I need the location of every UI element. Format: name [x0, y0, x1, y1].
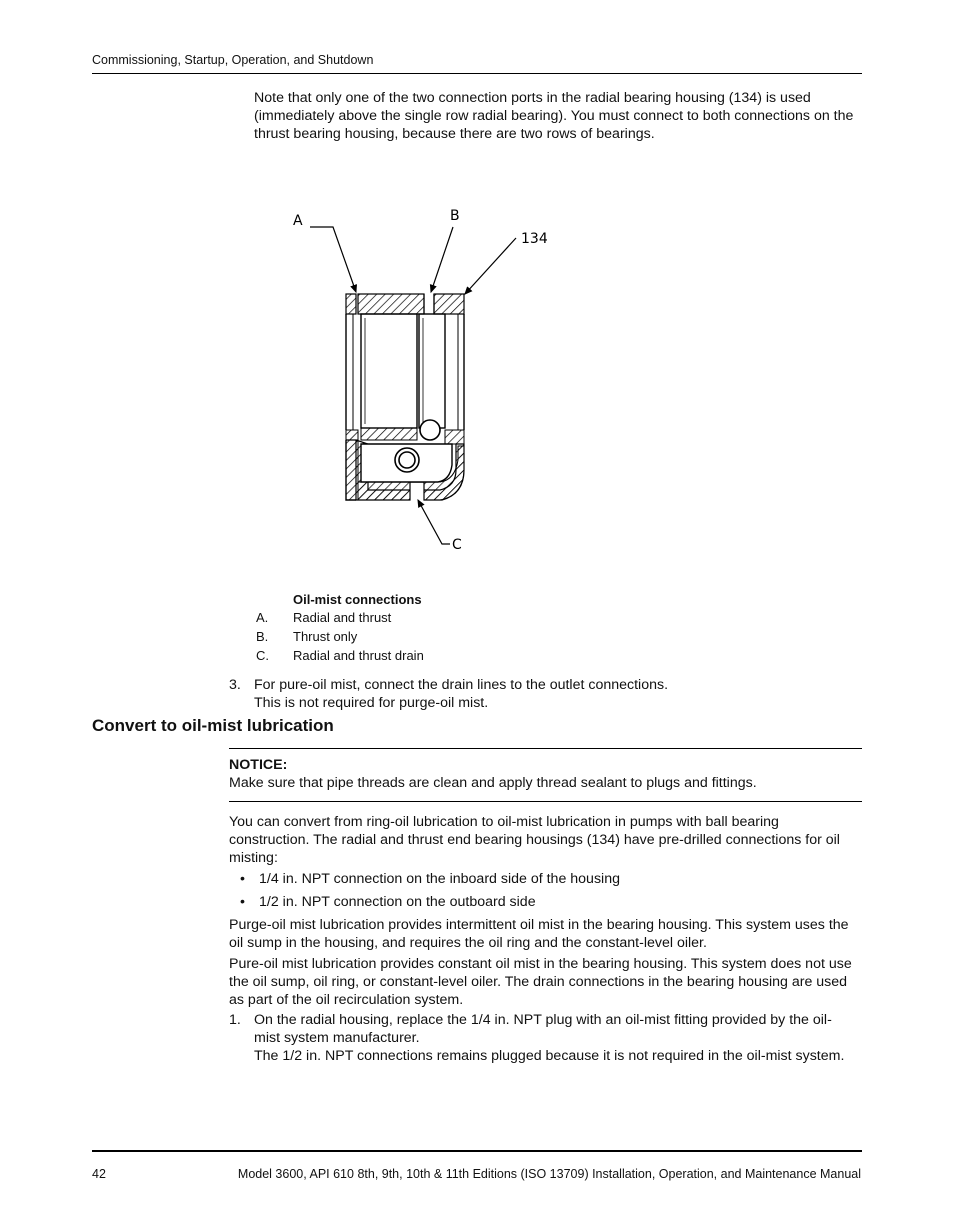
- leader-a: [310, 227, 356, 292]
- step3-number: 3.: [229, 677, 241, 693]
- label-a: A: [293, 213, 303, 229]
- leader-134: [465, 238, 516, 294]
- bearing-race-left: [361, 314, 417, 428]
- oil-ring-circle: [420, 420, 440, 440]
- step1-number: 1.: [229, 1012, 241, 1028]
- bullet-dot: •: [240, 871, 245, 887]
- running-header: Commissioning, Startup, Operation, and Shutdown: [92, 53, 374, 67]
- step1-note: The 1/2 in. NPT connections remains plugged because it is not required in the oil-mist system.: [254, 1048, 845, 1064]
- bullet-text: 1/2 in. NPT connection on the outboard side: [259, 894, 536, 910]
- convert-paragraph: You can convert from ring-oil lubrication to oil-mist lubrication in pumps with ball bearing construction. The radial and thrust end bearing housings (134) have pre-drilled connections for oil misting:: [229, 814, 840, 866]
- step3-line1: For pure-oil mist, connect the drain lines to the outlet connections.: [254, 677, 669, 693]
- top-wall-right: [434, 294, 464, 314]
- bullet-text: 1/4 in. NPT connection on the inboard side of the housing: [259, 871, 620, 887]
- pure-paragraph: Pure-oil mist lubrication provides constant oil mist in the bearing housing. This system does not use the oil sump, oil ring, or constant-level oiler. The drain connections in the bearing housing are used as part of the oil recirculation system.: [229, 956, 852, 1008]
- page-number: 42: [92, 1167, 106, 1181]
- notice-top-rule: [229, 748, 862, 749]
- bullet-item: [240, 871, 620, 887]
- purge-paragraph: Purge-oil mist lubrication provides intermittent oil mist in the bearing housing. This system uses the oil sump in the housing, and requires the oil ring and the constant-level oiler.: [229, 917, 849, 951]
- leader-b: [431, 227, 453, 292]
- label-b: B: [450, 208, 460, 224]
- manual-title: Model 3600, API 610 8th, 9th, 10th & 11th Editions (ISO 13709) Installation, Operation, and Maintenance Manual: [237, 1167, 861, 1181]
- caption-text-c: Radial and thrust drain: [293, 648, 424, 663]
- caption-letter-b: B.: [256, 629, 269, 644]
- bearing-housing-figure: [280, 200, 580, 560]
- notice-bottom-rule: [229, 801, 862, 802]
- intro-note: Note that only one of the two connection ports in the radial bearing housing (134) is used (immediately above the single row radial bearing). You must connect to both connections on the thrust bearing housing, because there are two rows of bearings.: [254, 90, 854, 142]
- bullet-item: [240, 894, 536, 910]
- step3-line2: This is not required for purge-oil mist.: [254, 695, 489, 711]
- top-wall-left: [346, 294, 356, 314]
- notice-text: Make sure that pipe threads are clean and apply thread sealant to plugs and fittings.: [229, 775, 757, 791]
- caption-text-b: Thrust only: [293, 629, 358, 644]
- leader-c: [418, 500, 450, 544]
- label-part-134: 134: [521, 231, 548, 247]
- label-c: C: [452, 537, 462, 553]
- caption-letter-c: C.: [256, 648, 269, 663]
- header-rule: [92, 73, 862, 74]
- bullet-dot: •: [240, 894, 245, 910]
- section-heading: Convert to oil-mist lubrication: [92, 716, 334, 735]
- footer-rule: [92, 1150, 862, 1152]
- step1-text: On the radial housing, replace the 1/4 in. NPT plug with an oil-mist fitting provided by the oil-mist system manufacturer.: [254, 1012, 832, 1046]
- notice-title: NOTICE:: [229, 757, 288, 773]
- figure-caption-title: Oil-mist connections: [293, 592, 422, 607]
- top-wall-middle: [358, 294, 424, 314]
- caption-letter-a: A.: [256, 610, 269, 625]
- caption-text-a: Radial and thrust: [293, 610, 392, 625]
